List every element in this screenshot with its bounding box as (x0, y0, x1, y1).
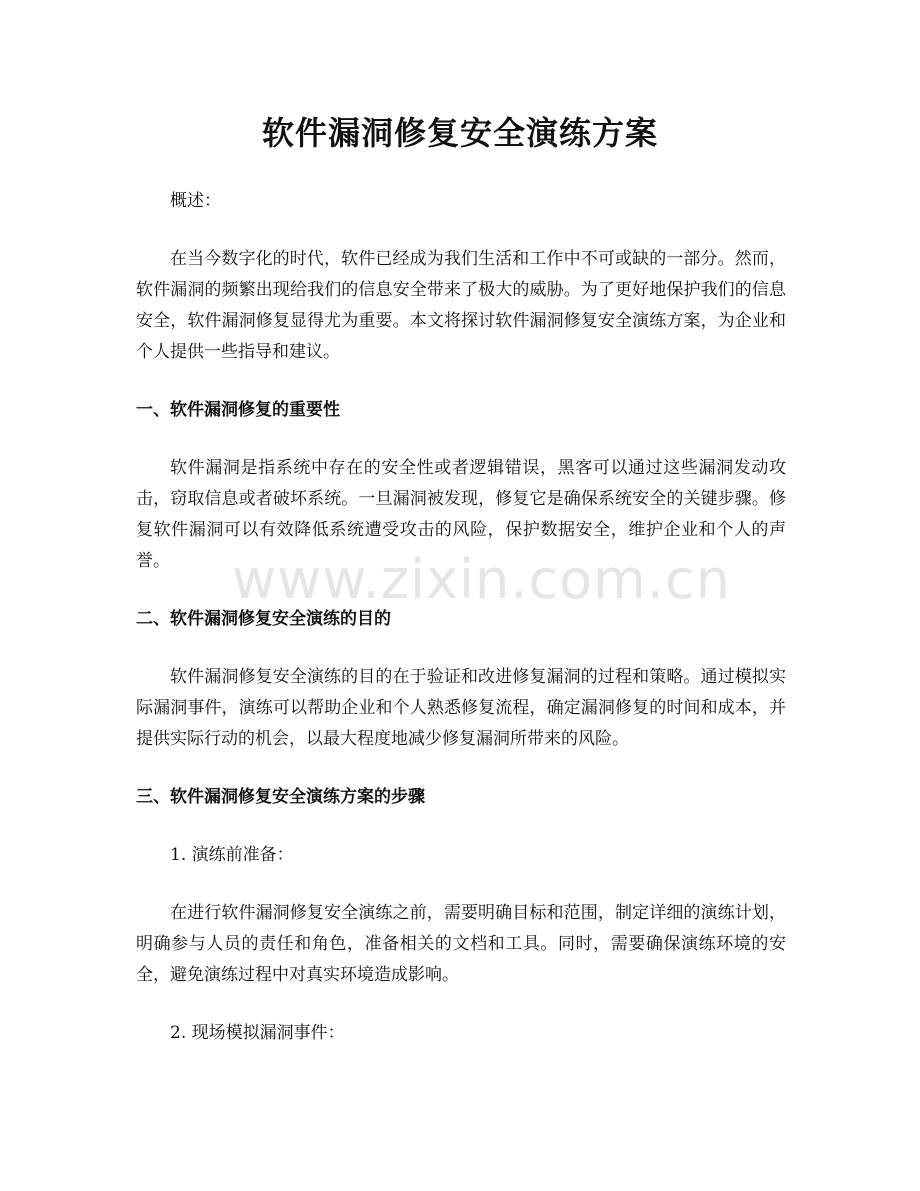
watermark-text: www.zixin.com.cn (232, 548, 731, 611)
section-paragraph-importance: 软件漏洞是指系统中存在的安全性或者逻辑错误，黑客可以通过这些漏洞发动攻击，窃取信息或者破坏系统。一旦漏洞被发现，修复它是确保系统安全的关键步骤。修复软件漏洞可以有效降低系统遭受攻击的风险，保护数据安全，维护企业和个人的声誉。 (136, 458, 786, 571)
section-heading-importance: 一、软件漏洞修复的重要性 (136, 400, 340, 420)
document-title: 软件漏洞修复安全演练方案 (261, 114, 658, 152)
document-body (136, 186, 786, 1076)
step-1-paragraph: 在进行软件漏洞修复安全演练之前，需要明确目标和范围，制定详细的演练计划，明确参与人员的责任和角色，准备相关的文档和工具。同时，需要确保演练环境的安全，避免演练过程中对真实环境造成影响。 (136, 903, 786, 985)
section-heading-purpose: 二、软件漏洞修复安全演练的目的 (136, 609, 391, 629)
overview-paragraph: 在当今数字化的时代，软件已经成为我们生活和工作中不可或缺的一部分。然而，软件漏洞的频繁出现给我们的信息安全带来了极大的威胁。为了更好地保护我们的信息安全，软件漏洞修复显得尤为重要。本文将探讨软件漏洞修复安全演练方案，为企业和个人提供一些指导和建议。 (136, 249, 786, 362)
section-paragraph-purpose: 软件漏洞修复安全演练的目的在于验证和改进修复漏洞的过程和策略。通过模拟实际漏洞事件，演练可以帮助企业和个人熟悉修复流程，确定漏洞修复的时间和成本，并提供实际行动的机会，以最大程度地减少修复漏洞所带来的风险。 (136, 667, 786, 749)
overview-label: 概述： (170, 191, 221, 211)
section-heading-steps: 三、软件漏洞修复安全演练方案的步骤 (136, 787, 425, 807)
step-1-label: 1. 演练前准备： (170, 845, 294, 865)
step-2-label: 2. 现场模拟漏洞事件： (170, 1023, 345, 1043)
